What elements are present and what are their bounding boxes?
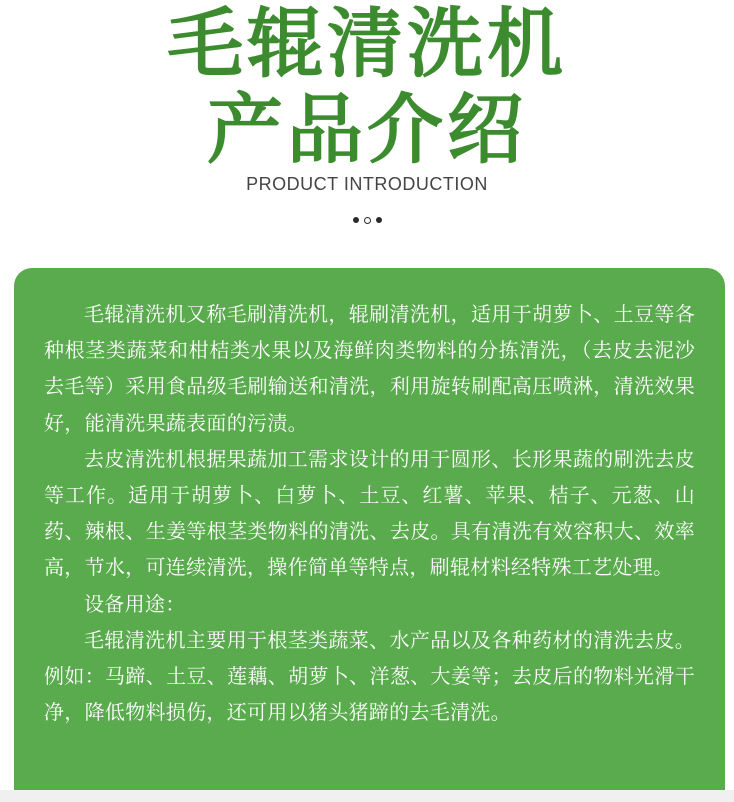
- page-subtitle: PRODUCT INTRODUCTION: [246, 174, 488, 194]
- decorative-dots: [0, 217, 734, 224]
- dot-icon: [353, 217, 359, 223]
- dot-icon: [376, 217, 382, 223]
- intro-card: [14, 268, 725, 802]
- page-title-line1: 毛辊清洗机: [167, 0, 567, 88]
- intro-paragraph-1: 毛辊清洗机又称毛刷清洗机，辊刷清洗机，适用于胡萝卜、土豆等各种根茎类蔬菜和柑桔类水果以及海鲜肉类物料的分拣清洗，（去皮去泥沙去毛等）采用食品级毛刷输送和清洗，利用旋转刷配高压喷淋，清洗效果好，能清洗果蔬表面的污渍。: [44, 302, 695, 435]
- bottom-strip: [0, 790, 734, 802]
- usage-paragraph: 毛辊清洗机主要用于根茎类蔬菜、水产品以及各种药材的清洗去皮。例如：马蹄、土豆、莲藕、胡萝卜、洋葱、大姜等；去皮后的物料光滑干净，降低物料损伤，还可用以猪头猪蹄的去毛清洗。: [44, 627, 695, 725]
- usage-heading: 设备用途：: [84, 591, 186, 616]
- intro-paragraph-2: 去皮清洗机根据果蔬加工需求设计的用于圆形、长形果蔬的刷洗去皮等工作。适用于胡萝卜、白萝卜、土豆、红薯、苹果、桔子、元葱、山药、辣根、生姜等根茎类物料的清洗、去皮。具有清洗有效容积大、效率高，节水，可连续清洗，操作简单等特点，刷辊材料经特殊工艺处理。: [44, 446, 695, 580]
- dot-hollow-icon: [364, 217, 371, 224]
- page-title-line2: 产品介绍: [207, 85, 527, 174]
